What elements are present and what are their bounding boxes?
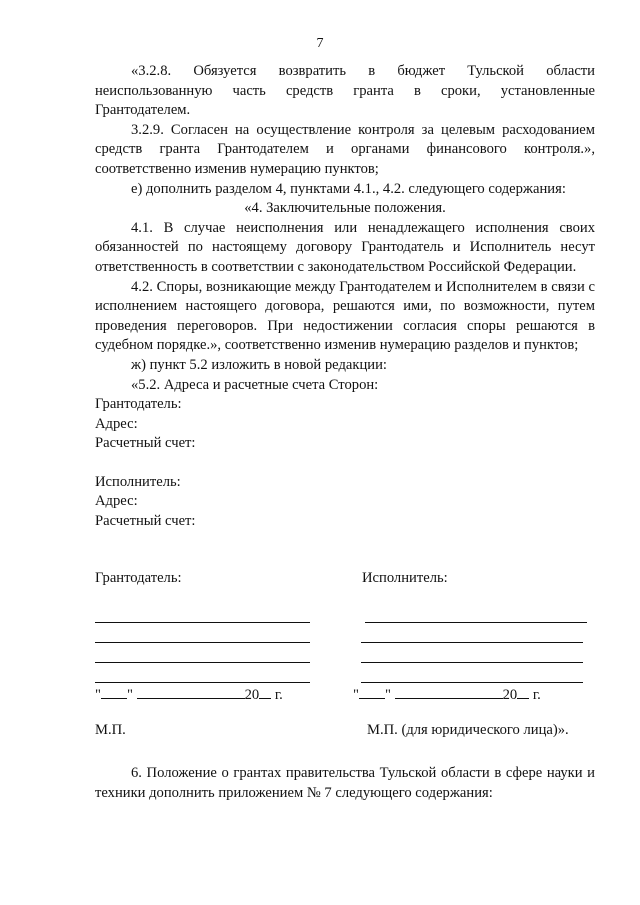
date-year-blank: [517, 684, 529, 699]
grantor-address-label: Адрес:: [95, 415, 138, 432]
date-quote-open: ": [95, 687, 101, 703]
signature-line: [361, 642, 583, 643]
signature-date-right: [353, 684, 541, 704]
document-body: [95, 62, 595, 532]
paragraph-3-2-8: «3.2.8. Обязуется возвратить в бюджет Тульской области неиспользованную часть средств гранта в сроки, установленные Грантодателем.: [95, 63, 595, 119]
signature-line: [95, 662, 310, 663]
signature-line: [95, 682, 310, 683]
stamp-right: М.П. (для юридического лица)».: [367, 722, 569, 738]
executor-account-label: Расчетный счет:: [95, 513, 196, 530]
signature-right-title: Исполнитель:: [362, 570, 448, 586]
paragraph-4-1: 4.1. В случае неисполнения или ненадлежащего исполнения своих обязанностей по настоящему договору Грантодатель и Исполнитель несут ответственность в соответствии с законодательством Российской Федерации.: [95, 219, 595, 275]
date-suffix: г.: [532, 687, 541, 703]
paragraph-6: 6. Положение о грантах правительства Тульской области в сфере науки и техники дополнить приложением № 7 следующего содержания:: [95, 765, 595, 801]
date-suffix: г.: [274, 687, 283, 703]
paragraph-4-2: 4.2. Споры, возникающие между Грантодателем и Исполнителем в связи с исполнением настоящего договора, решаются ими, по возможности, путем проведения переговоров. При недостижении согласия споры решаются в судебном порядке.», соответственно изменив нумерацию разделов и пунктов;: [95, 278, 595, 354]
signature-left: [95, 568, 315, 588]
signature-line: [95, 642, 310, 643]
signature-date-left: [95, 684, 283, 704]
stamp-left: М.П.: [95, 722, 126, 738]
signature-right: [362, 568, 595, 588]
date-year: 20: [244, 687, 260, 703]
grantor-account-label: Расчетный счет:: [95, 435, 196, 452]
date-year-blank: [259, 684, 271, 699]
executor-address-label: Адрес:: [95, 493, 138, 510]
date-month-blank: [137, 684, 245, 699]
date-day-blank: [359, 684, 385, 699]
paragraph-3-2-9: 3.2.9. Согласен на осуществление контроля за целевым расходованием средств гранта Грантодателем и органами финансового контроля.», соответственно изменив нумерацию пунктов;: [95, 121, 595, 177]
date-day-blank: [101, 684, 127, 699]
date-quote-close: ": [384, 687, 391, 703]
signature-line: [361, 682, 583, 683]
date-quote-close: ": [126, 687, 133, 703]
section-4-heading: «4. Заключительные положения.: [244, 200, 446, 217]
signature-left-title: Грантодатель:: [95, 570, 182, 586]
paragraph-5-2-heading: «5.2. Адреса и расчетные счета Сторон:: [131, 376, 379, 393]
signature-line: [95, 622, 310, 623]
date-month-blank: [395, 684, 503, 699]
grantor-title: Грантодатель:: [95, 396, 182, 413]
date-quote-open: ": [353, 687, 359, 703]
spacer: [95, 454, 595, 473]
signature-line: [361, 662, 583, 663]
paragraph-item-e: е) дополнить разделом 4, пунктами 4.1., 4.2. следующего содержания:: [131, 180, 566, 197]
page-number: 7: [316, 36, 324, 51]
executor-title: Исполнитель:: [95, 473, 181, 490]
paragraph-item-zh: ж) пункт 5.2 изложить в новой редакции:: [131, 356, 387, 373]
date-year: 20: [502, 687, 518, 703]
signature-line: [365, 622, 587, 623]
